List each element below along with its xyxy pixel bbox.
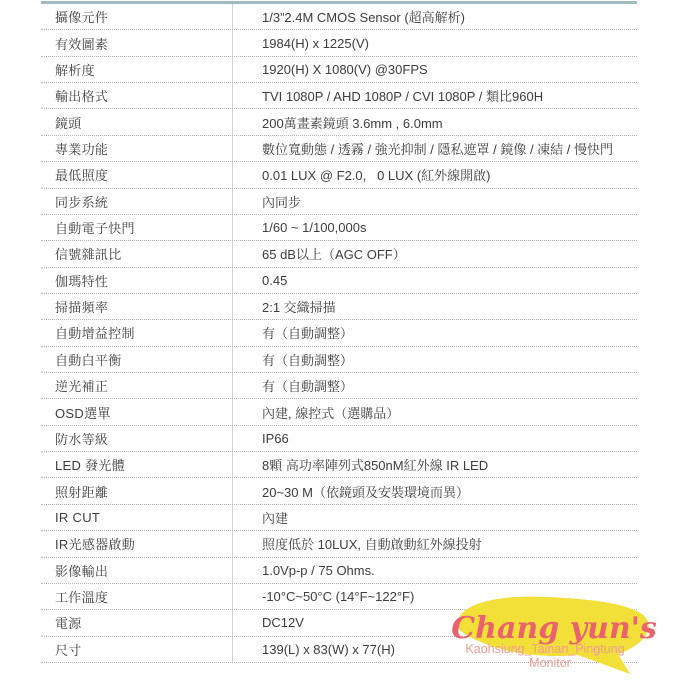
spec-label: 解析度 bbox=[41, 57, 233, 82]
spec-label: 信號雜訊比 bbox=[41, 241, 233, 266]
spec-label: 防水等級 bbox=[41, 426, 233, 451]
table-row bbox=[41, 268, 637, 294]
spec-value: 有（自動調整） bbox=[262, 352, 354, 368]
spec-label: IR CUT bbox=[41, 505, 233, 530]
spec-value: 1.0Vp-p / 75 Ohms. bbox=[262, 562, 375, 578]
spec-value: 139(L) x 83(W) x 77(H) bbox=[262, 641, 395, 657]
table-row bbox=[41, 478, 637, 504]
table-row bbox=[41, 57, 637, 83]
table-row bbox=[41, 241, 637, 267]
spec-value: 內建 bbox=[262, 511, 289, 526]
table-row bbox=[41, 30, 637, 56]
table-row bbox=[41, 109, 637, 135]
spec-label: 有效圖素 bbox=[41, 30, 233, 55]
table-row bbox=[41, 294, 637, 320]
table-row bbox=[41, 83, 637, 109]
watermark-region-text: Kaohsiung_Tainan_Pingtung bbox=[465, 642, 625, 656]
spec-value: 1920(H) X 1080(V) @30FPS bbox=[262, 61, 428, 77]
spec-label: LED 發光體 bbox=[41, 452, 233, 477]
table-row bbox=[41, 320, 637, 346]
spec-label: IR光感器啟動 bbox=[41, 531, 233, 556]
spec-table bbox=[41, 1, 637, 663]
spec-value: TVI 1080P / AHD 1080P / CVI 1080P / 類比960H bbox=[262, 89, 544, 105]
spec-label: 鏡頭 bbox=[41, 109, 233, 134]
table-row bbox=[41, 531, 637, 557]
spec-label: 工作溫度 bbox=[41, 584, 233, 609]
table-row bbox=[41, 505, 637, 531]
table-row bbox=[41, 189, 637, 215]
spec-value: 數位寬動態 / 透霧 / 強光抑制 / 隱私遮罩 / 鏡像 / 凍結 / 慢快門 bbox=[262, 141, 614, 157]
spec-label: 尺寸 bbox=[41, 637, 233, 662]
table-row bbox=[41, 426, 637, 452]
spec-value: 內建, 線控式（選購品） bbox=[262, 405, 400, 421]
spec-value: 有（自動調整） bbox=[262, 326, 354, 342]
spec-label: 同步系統 bbox=[41, 189, 233, 214]
watermark-monitor-text: Monitor bbox=[529, 656, 571, 670]
spec-value: 8顆 高功率陣列式850nM紅外線 IR LED bbox=[262, 458, 489, 474]
table-row bbox=[41, 136, 637, 162]
table-row bbox=[41, 215, 637, 241]
spec-value: 1/3”2.4M CMOS Sensor (超高解析) bbox=[262, 10, 465, 26]
table-row bbox=[41, 452, 637, 478]
spec-label: 掃描頻率 bbox=[41, 294, 233, 319]
spec-label: OSD選單 bbox=[41, 399, 233, 424]
spec-value: IP66 bbox=[262, 430, 289, 446]
spec-value: DC12V bbox=[262, 615, 304, 631]
spec-value: 0.45 bbox=[262, 272, 288, 288]
spec-label: 自動電子快門 bbox=[41, 215, 233, 240]
watermark-brand-text: Chang yun's bbox=[451, 611, 657, 646]
table-row bbox=[41, 558, 637, 584]
spec-value: 0.01 LUX @ F2.0, 0 LUX (紅外線開啟) bbox=[262, 168, 491, 184]
spec-value: 1984(H) x 1225(V) bbox=[262, 35, 369, 51]
spec-label: 專業功能 bbox=[41, 136, 233, 161]
spec-label: 影像輸出 bbox=[41, 558, 233, 583]
spec-label: 伽瑪特性 bbox=[41, 268, 233, 293]
spec-value: 2:1 交織掃描 bbox=[262, 300, 336, 316]
spec-value: 內同步 bbox=[262, 194, 302, 210]
spec-value: -10°C~50°C (14°F~122°F) bbox=[262, 589, 415, 605]
spec-value: 有（自動調整） bbox=[262, 379, 354, 395]
spec-label: 電源 bbox=[41, 610, 233, 635]
spec-label: 自動白平衡 bbox=[41, 347, 233, 372]
table-row bbox=[41, 399, 637, 425]
spec-label: 逆光補正 bbox=[41, 373, 233, 398]
table-row bbox=[41, 373, 637, 399]
spec-value: 20~30 M（依鏡頭及安裝環境而異） bbox=[262, 484, 469, 500]
table-row bbox=[41, 162, 637, 188]
spec-label: 輸出格式 bbox=[41, 83, 233, 108]
spec-value: 1/60 ~ 1/100,000s bbox=[262, 220, 367, 236]
table-row bbox=[41, 347, 637, 373]
spec-label: 攝像元件 bbox=[41, 4, 233, 29]
spec-value: 65 dB以上（AGC OFF） bbox=[262, 247, 406, 263]
watermark bbox=[450, 592, 664, 680]
spec-value: 200萬畫素鏡頭 3.6mm , 6.0mm bbox=[262, 115, 443, 131]
spec-label: 自動增益控制 bbox=[41, 320, 233, 345]
spec-label: 最低照度 bbox=[41, 162, 233, 187]
table-row bbox=[41, 4, 637, 30]
spec-label: 照射距離 bbox=[41, 478, 233, 503]
spec-value: 照度低於 10LUX, 自動啟動紅外線投射 bbox=[262, 537, 482, 553]
